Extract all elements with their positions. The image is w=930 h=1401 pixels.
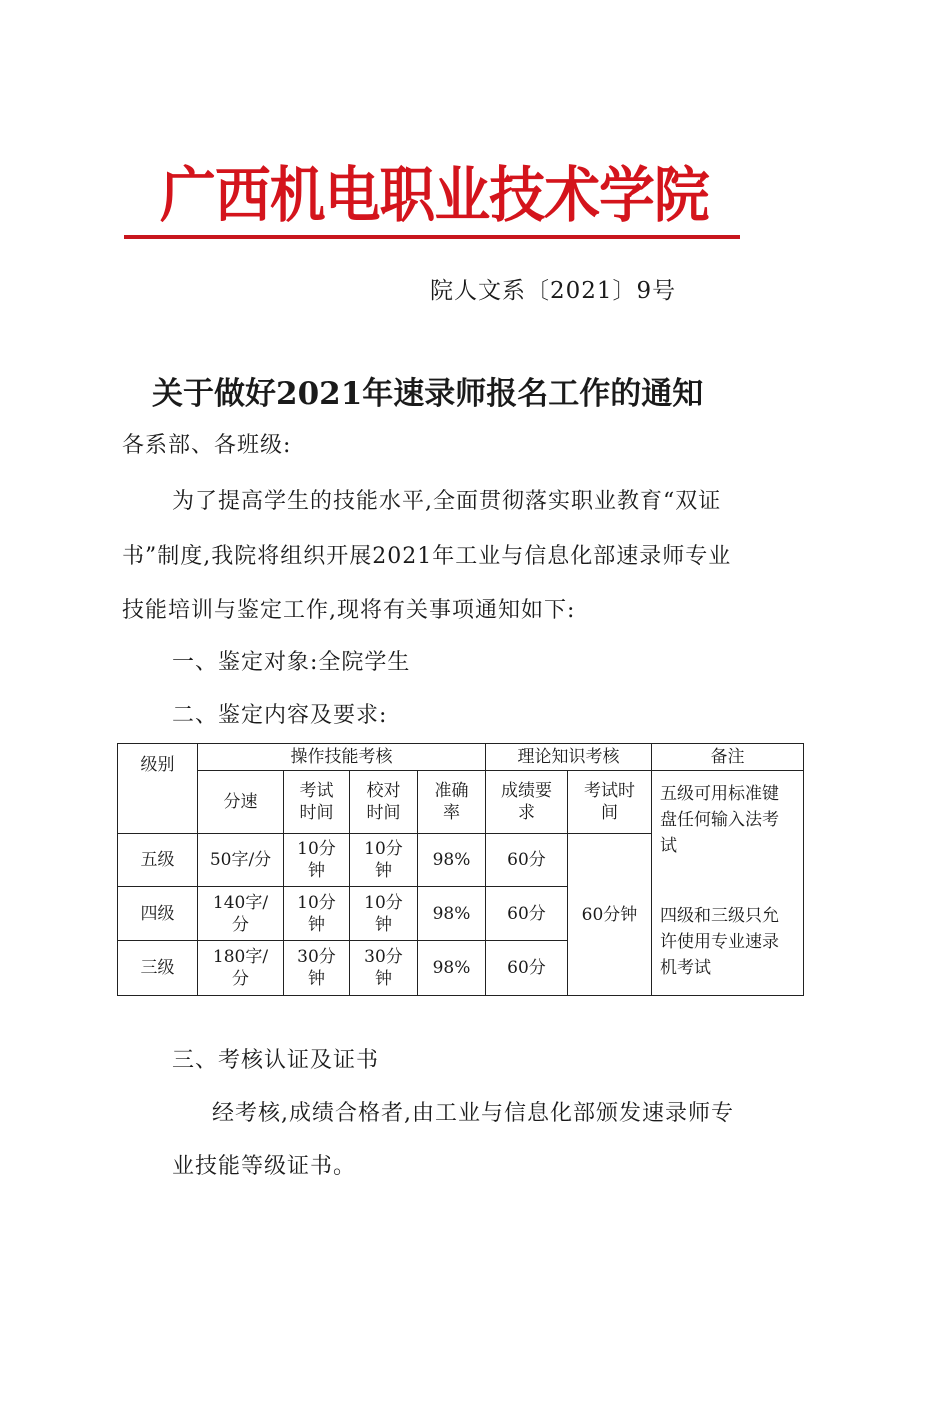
remark-1: 五级可用标准键 盘任何输入法考 试 bbox=[660, 784, 779, 856]
cell-theory-time: 60分钟 bbox=[568, 834, 652, 996]
document-number: 院人文系〔2021〕9号 bbox=[430, 278, 677, 304]
header-level: 级别 bbox=[118, 744, 198, 834]
cell-proof-time: 10分 钟 bbox=[350, 834, 418, 887]
intro-line-2: 书”制度,我院将组织开展2021年工业与信息化部速录师专业 bbox=[122, 544, 732, 569]
intro-line-3: 技能培训与鉴定工作,现将有关事项通知如下: bbox=[122, 598, 576, 623]
header-accuracy: 准确 率 bbox=[418, 771, 486, 834]
cell-exam-time: 10分 钟 bbox=[284, 834, 350, 887]
section-3-line-2: 业技能等级证书。 bbox=[172, 1154, 357, 1179]
remarks-cell bbox=[652, 771, 804, 996]
institution-masthead: 广西机电职业技术学院 bbox=[160, 161, 709, 231]
cell-score: 60分 bbox=[486, 834, 568, 887]
cell-score: 60分 bbox=[486, 887, 568, 941]
cell-level: 五级 bbox=[118, 834, 198, 887]
header-exam-time: 考试 时间 bbox=[284, 771, 350, 834]
section-3-line-1: 经考核,成绩合格者,由工业与信息化部颁发速录师专 bbox=[212, 1101, 734, 1126]
section-3-heading: 三、考核认证及证书 bbox=[172, 1048, 380, 1073]
cell-speed: 50字/分 bbox=[198, 834, 284, 887]
cell-exam-time: 10分 钟 bbox=[284, 887, 350, 941]
red-divider-line bbox=[124, 235, 740, 239]
notice-title: 关于做好2021年速录师报名工作的通知 bbox=[152, 376, 704, 412]
section-2-heading: 二、鉴定内容及要求: bbox=[172, 703, 388, 728]
header-speed: 分速 bbox=[198, 771, 284, 834]
cell-proof-time: 30分 钟 bbox=[350, 941, 418, 996]
header-theory-time: 考试时 间 bbox=[568, 771, 652, 834]
cell-accuracy: 98% bbox=[418, 887, 486, 941]
section-1-target: 一、鉴定对象:全院学生 bbox=[172, 650, 411, 675]
cell-level: 三级 bbox=[118, 941, 198, 996]
requirements-table bbox=[117, 743, 804, 996]
cell-level: 四级 bbox=[118, 887, 198, 941]
cell-score: 60分 bbox=[486, 941, 568, 996]
header-proof-time: 校对 时间 bbox=[350, 771, 418, 834]
remark-2: 四级和三级只允 许使用专业速录 机考试 bbox=[660, 906, 779, 978]
header-remarks: 备注 bbox=[652, 744, 804, 771]
cell-proof-time: 10分 钟 bbox=[350, 887, 418, 941]
header-operation-group: 操作技能考核 bbox=[198, 744, 486, 771]
cell-speed: 140字/ 分 bbox=[198, 887, 284, 941]
header-score: 成绩要 求 bbox=[486, 771, 568, 834]
salutation: 各系部、各班级: bbox=[122, 433, 292, 458]
cell-exam-time: 30分 钟 bbox=[284, 941, 350, 996]
cell-accuracy: 98% bbox=[418, 941, 486, 996]
header-theory-group: 理论知识考核 bbox=[486, 744, 652, 771]
cell-speed: 180字/ 分 bbox=[198, 941, 284, 996]
cell-accuracy: 98% bbox=[418, 834, 486, 887]
intro-line-1: 为了提高学生的技能水平,全面贯彻落实职业教育“双证 bbox=[172, 489, 722, 514]
